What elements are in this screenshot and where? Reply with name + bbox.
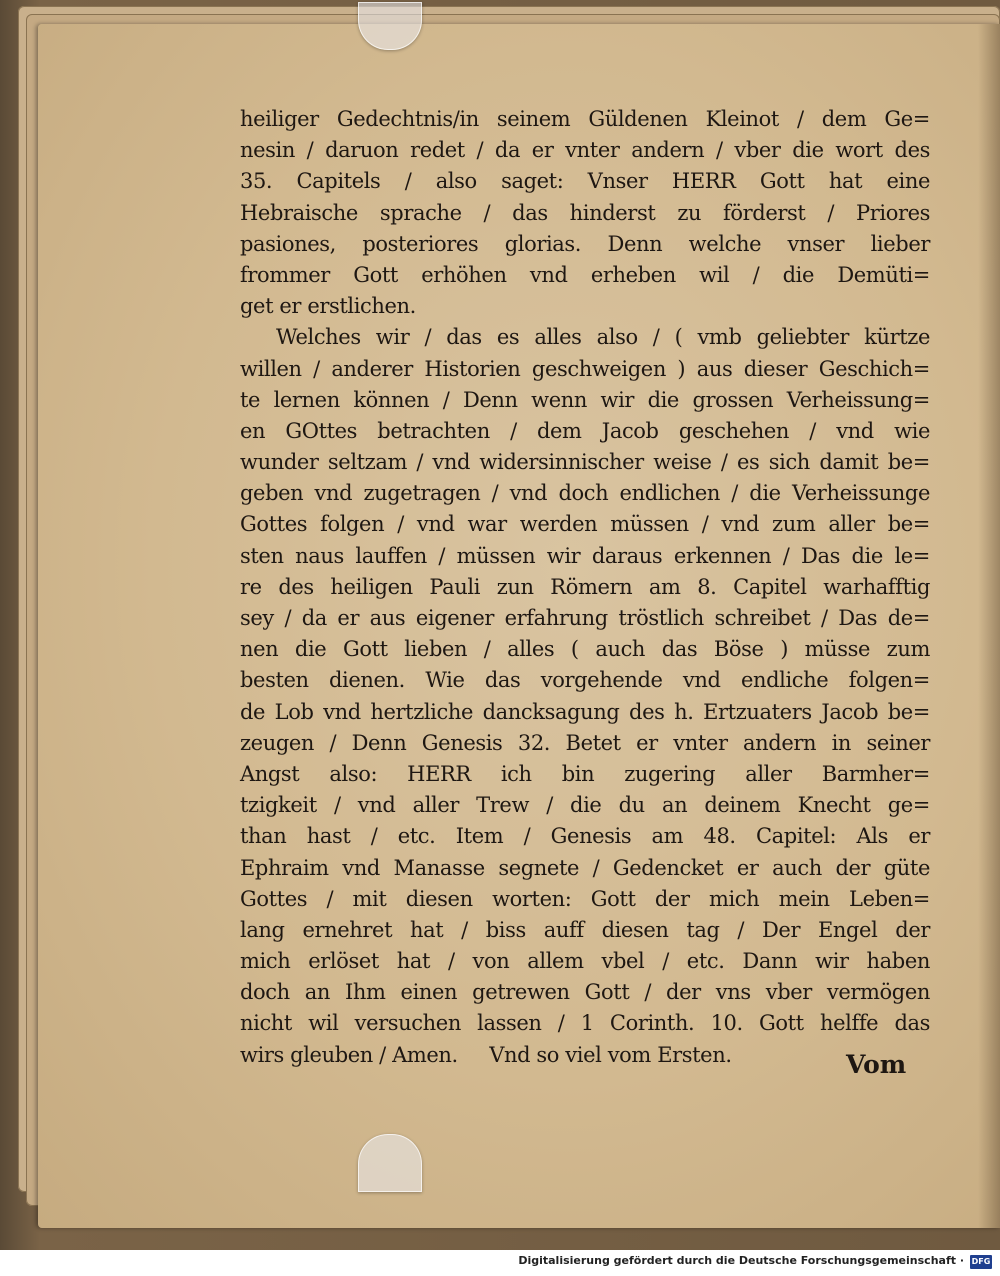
text-line: nen die Gott lieben / alles ( auch das Böse ) müsse zum (240, 637, 930, 662)
catchword: Vom (846, 1050, 907, 1079)
text-line: wirs gleuben / Amen. Vnd so viel vom Ersten. (240, 1042, 732, 1067)
text-line: doch an Ihm einen getrewen Gott / der vns vber vermögen (240, 980, 930, 1005)
text-line: Angst also: HERR ich bin zugering aller Barmher= (240, 761, 930, 786)
page-edge-shadow (978, 24, 1000, 1228)
text-line: frommer Gott erhöhen vnd erheben wil / die Demüti= (240, 262, 930, 287)
text-line: mich erlöset hat / von allem vbel / etc. Dann wir haben (240, 949, 930, 974)
text-line: en GOttes betrachten / dem Jacob geschehen / vnd wie (240, 418, 930, 443)
text-line: Ephraim vnd Manasse segnete / Gedencket er auch der güte (240, 855, 930, 880)
text-line: te lernen können / Denn wenn wir die grossen Verheissung= (240, 387, 930, 412)
text-line: wunder seltzam / vnd widersinnischer weise / es sich damit be= (240, 450, 930, 475)
text-line: willen / anderer Historien geschweigen ) aus dieser Geschich= (240, 356, 930, 381)
text-line: Welches wir / das es alles also / ( vmb geliebter kürtze (276, 325, 930, 350)
text-line: besten dienen. Wie das vorgehende vnd endliche folgen= (240, 668, 930, 693)
text-line: lang ernehret hat / biss auff diesen tag / Der Engel der (240, 917, 930, 942)
text-line: heiliger Gedechtnis/in seinem Güldenen Kleinot / dem Ge= (240, 107, 930, 131)
text-line: pasiones, posteriores glorias. Denn welche vnser lieber (240, 231, 930, 256)
text-line: get er erstlichen. (240, 294, 416, 319)
text-line: 35. Capitels / also saget: Vnser HERR Gott hat eine (240, 169, 930, 194)
text-line: nesin / daruon redet / da er vnter andern / vber die wort des (240, 138, 930, 163)
text-line: sey / da er aus eigener erfahrung tröstlich schreibet / Das de= (240, 606, 930, 630)
text-line: tzigkeit / vnd aller Trew / die du an deinem Knecht ge= (240, 793, 930, 818)
text-line: re des heiligen Pauli zun Römern am 8. Capitel warhafftig (240, 574, 930, 599)
text-line: zeugen / Denn Genesis 32. Betet er vnter andern in seiner (240, 730, 930, 755)
funding-credit: Digitalisierung gefördert durch die Deutsche Forschungsgemeinschaft · (518, 1254, 964, 1267)
body-text (240, 104, 930, 1071)
text-line: than hast / etc. Item / Genesis am 48. Capitel: Als er (240, 824, 930, 849)
text-line: de Lob vnd hertzliche dancksagung des h. Ertzuaters Jacob be= (240, 699, 930, 724)
dfg-logo-icon: DFG (970, 1255, 992, 1269)
text-line: nicht wil versuchen lassen / 1 Corinth. 10. Gott helffe das (240, 1011, 930, 1036)
text-line: Gottes / mit diesen worten: Gott der mich mein Leben= (240, 886, 930, 911)
text-line: sten naus lauffen / müssen wir daraus erkennen / Das die le= (240, 543, 930, 568)
footer-bar (0, 1250, 1000, 1276)
text-line: Hebraische sprache / das hinderst zu förderst / Priores (240, 200, 930, 225)
text-line: geben vnd zugetragen / vnd doch endlichen / die Verheissunge (240, 481, 930, 506)
text-line: Gottes folgen / vnd war werden müssen / vnd zum aller be= (240, 512, 930, 537)
page-holder-clip-bottom (358, 1134, 422, 1192)
